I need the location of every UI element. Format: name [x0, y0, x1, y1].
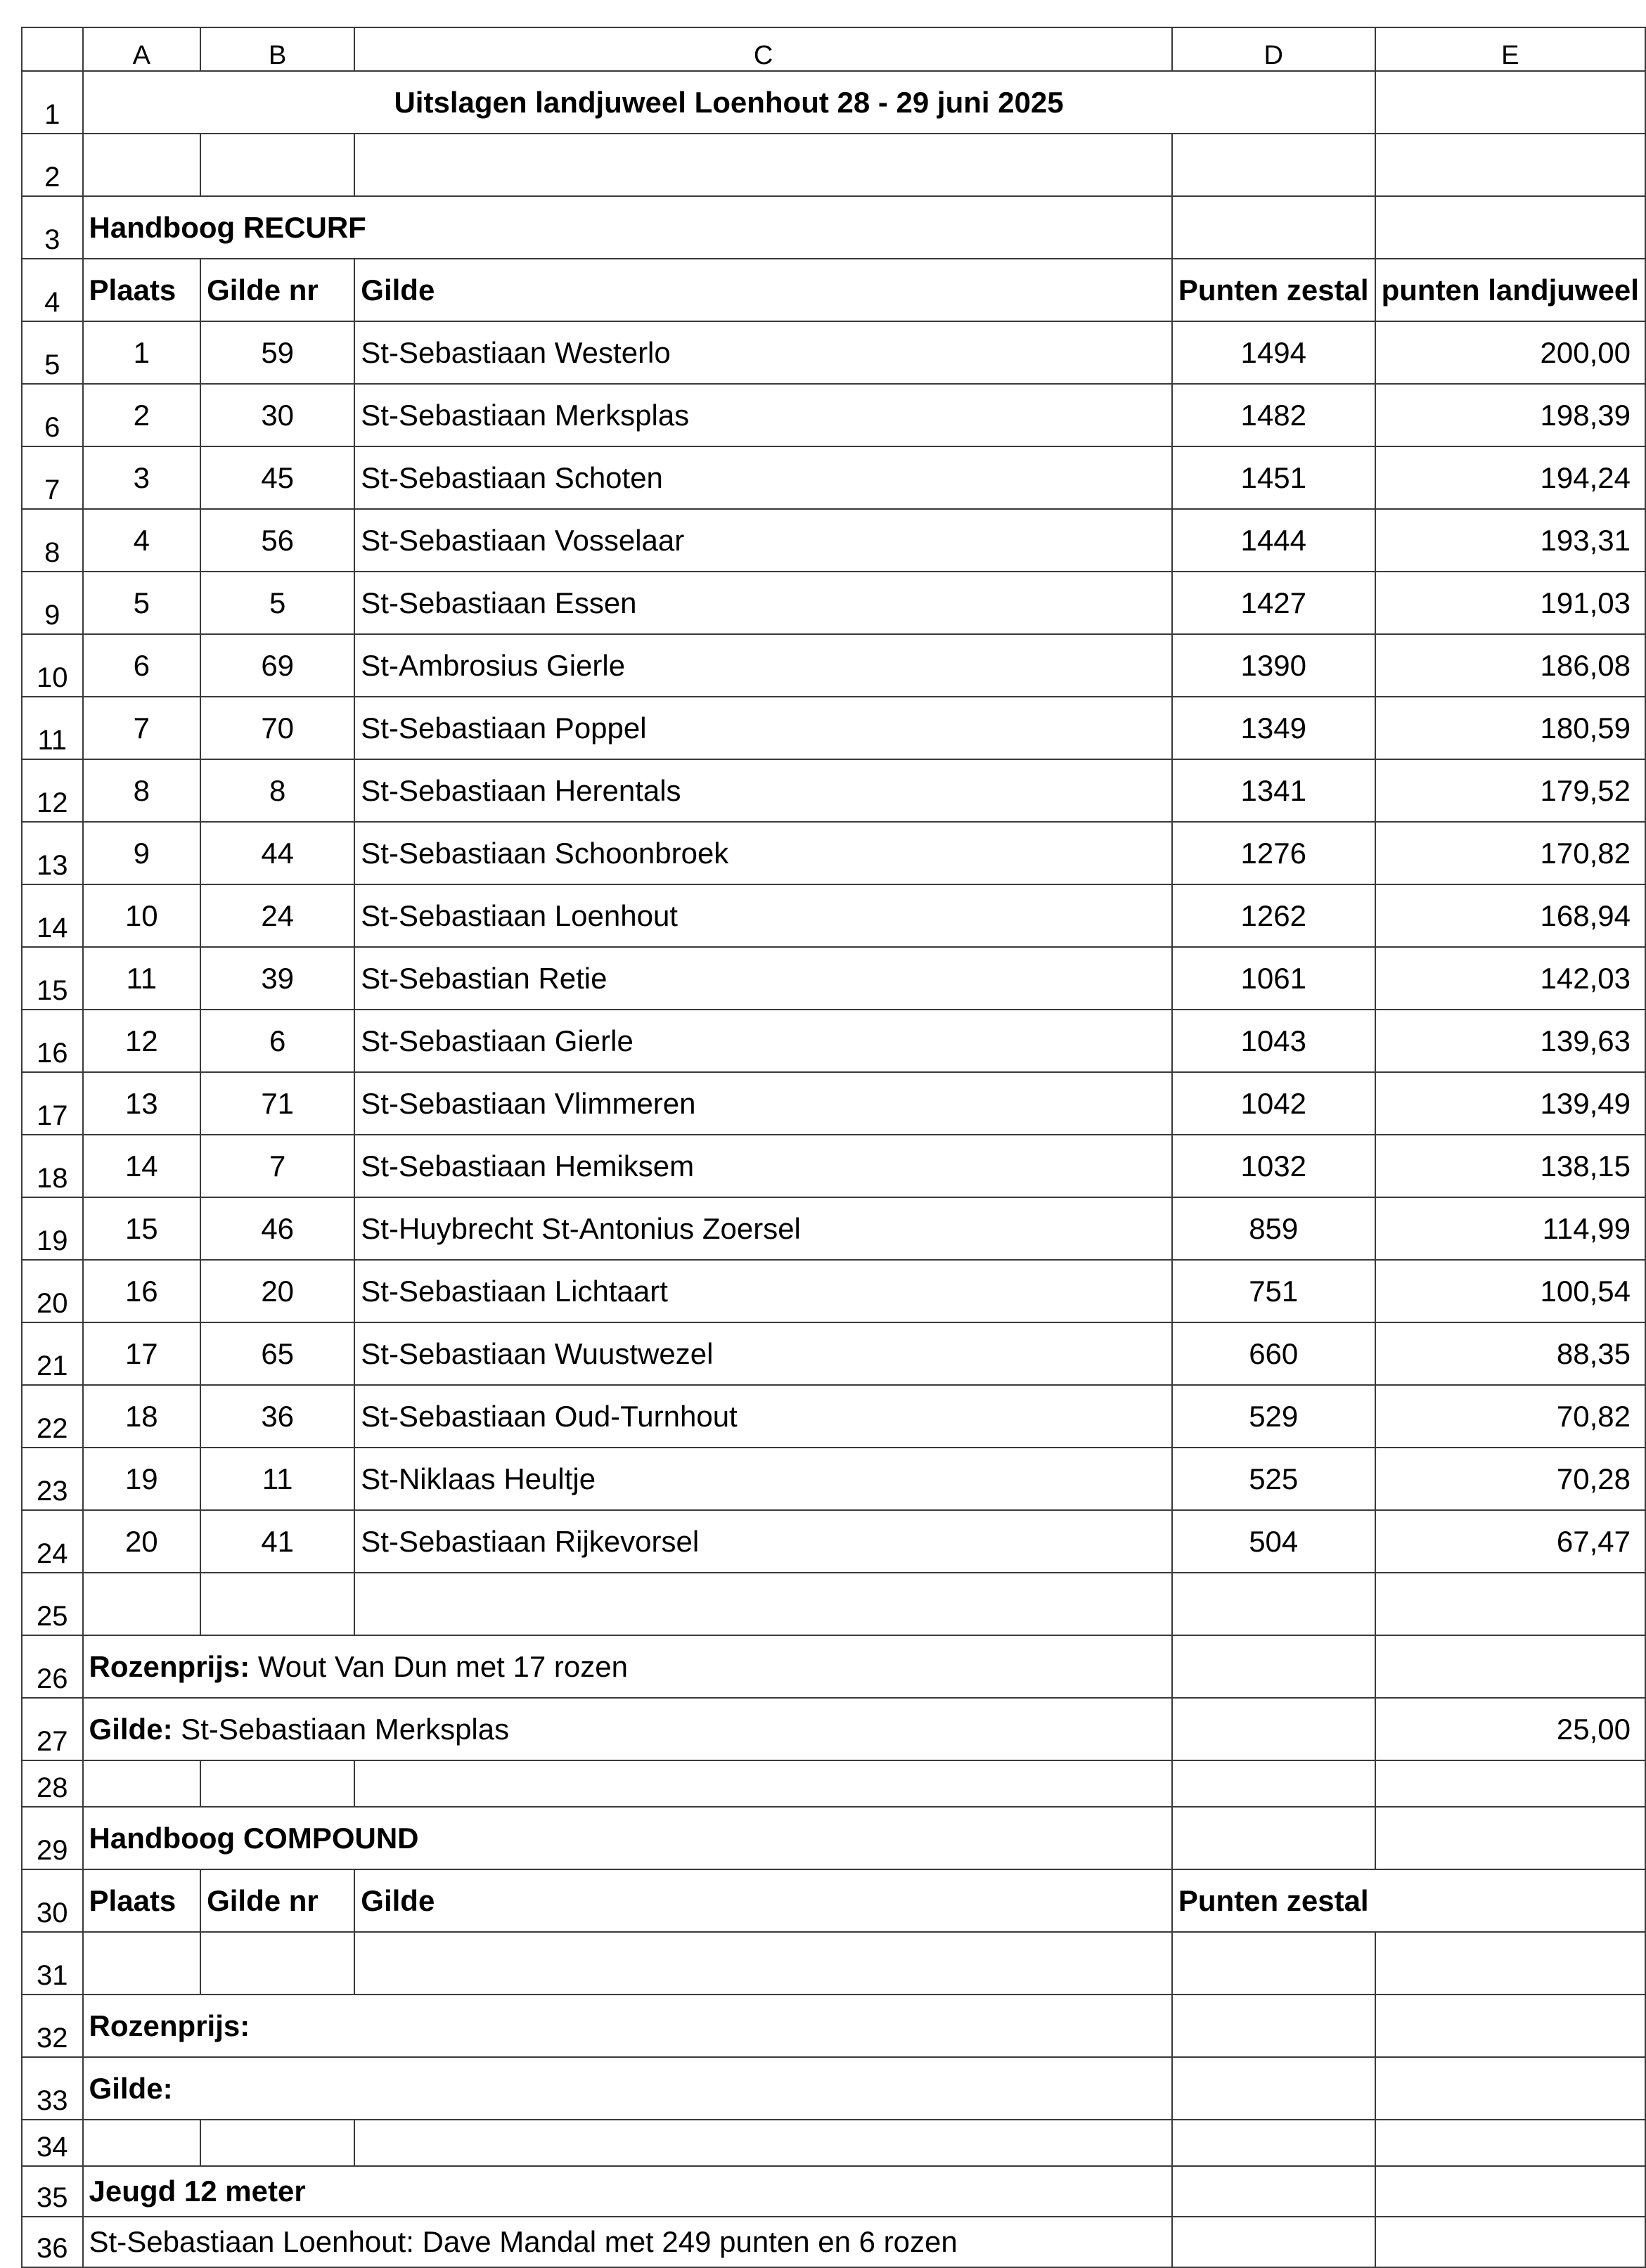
row-header-16[interactable]: 16 — [22, 1010, 83, 1072]
punten-zestal-cell[interactable]: 1349 — [1172, 697, 1375, 759]
punten-landjuweel-cell[interactable]: 67,47 — [1375, 1510, 1645, 1573]
gilde-name-cell[interactable]: St-Sebastiaan Westerlo — [354, 321, 1172, 384]
row-header-15[interactable]: 15 — [22, 947, 83, 1010]
cell-a28[interactable] — [83, 1760, 201, 1807]
sheet-row-4 — [22, 259, 1645, 321]
cell-d28[interactable] — [1172, 1760, 1375, 1807]
table-row — [22, 509, 1645, 572]
punten-landjuweel-cell[interactable]: 194,24 — [1375, 446, 1645, 509]
row-header-22[interactable]: 22 — [22, 1385, 83, 1448]
cell-d31[interactable] — [1172, 1932, 1375, 1995]
row-header-14[interactable]: 14 — [22, 884, 83, 947]
row-header-21[interactable]: 21 — [22, 1322, 83, 1385]
plaats-cell[interactable]: 8 — [83, 759, 201, 822]
cell-d35[interactable] — [1172, 2166, 1375, 2217]
gilde-name-cell[interactable]: St-Sebastiaan Vosselaar — [354, 509, 1172, 572]
row-header-23[interactable]: 23 — [22, 1448, 83, 1510]
row-header-25[interactable]: 25 — [22, 1573, 83, 1635]
punten-zestal-cell[interactable]: 1276 — [1172, 822, 1375, 884]
punten-landjuweel-cell[interactable]: 138,15 — [1375, 1135, 1645, 1197]
cell-e3[interactable] — [1375, 196, 1645, 259]
gilde-nr-cell[interactable]: 69 — [200, 634, 354, 697]
gilde-nr-cell[interactable]: 70 — [200, 697, 354, 759]
table-row — [22, 384, 1645, 446]
cell-d36[interactable] — [1172, 2217, 1375, 2267]
plaats-cell[interactable]: 13 — [83, 1072, 201, 1135]
table-row — [22, 1197, 1645, 1260]
plaats-cell[interactable]: 18 — [83, 1385, 201, 1448]
table-row — [22, 572, 1645, 634]
sheet-row-1 — [22, 71, 1645, 134]
punten-zestal-cell[interactable]: 1390 — [1172, 634, 1375, 697]
column-header-d[interactable]: D — [1172, 27, 1375, 71]
gilde-name-cell[interactable]: St-Sebastiaan Essen — [354, 572, 1172, 634]
cell-d33[interactable] — [1172, 2057, 1375, 2120]
cell-e1[interactable] — [1375, 71, 1645, 134]
row-header-35[interactable]: 35 — [22, 2166, 83, 2217]
plaats-cell[interactable]: 1 — [83, 321, 201, 384]
cell-b34[interactable] — [200, 2120, 354, 2166]
cell-e31[interactable] — [1375, 1932, 1645, 1995]
cell-e2[interactable] — [1375, 134, 1645, 196]
cell-a34[interactable] — [83, 2120, 201, 2166]
cell-b25[interactable] — [200, 1573, 354, 1635]
punten-landjuweel-cell[interactable]: 179,52 — [1375, 759, 1645, 822]
punten-zestal-cell[interactable]: 1444 — [1172, 509, 1375, 572]
plaats-cell[interactable]: 9 — [83, 822, 201, 884]
sheet-row-25 — [22, 1573, 1645, 1635]
cell-d32[interactable] — [1172, 1995, 1375, 2057]
gilde-nr-cell[interactable]: 6 — [200, 1010, 354, 1072]
cell-b28[interactable] — [200, 1760, 354, 1807]
row-header-7[interactable]: 7 — [22, 446, 83, 509]
cell-c2[interactable] — [354, 134, 1172, 196]
cell-e34[interactable] — [1375, 2120, 1645, 2166]
gilde-nr-cell[interactable]: 46 — [200, 1197, 354, 1260]
table-row — [22, 1072, 1645, 1135]
gilde-nr-cell[interactable]: 39 — [200, 947, 354, 1010]
gilde-nr-cell[interactable]: 65 — [200, 1322, 354, 1385]
row-header-1[interactable]: 1 — [22, 71, 83, 134]
cell-c25[interactable] — [354, 1573, 1172, 1635]
table-row — [22, 947, 1645, 1010]
sheet-row-32 — [22, 1995, 1645, 2057]
punten-landjuweel-cell[interactable]: 191,03 — [1375, 572, 1645, 634]
punten-zestal-cell[interactable]: 1494 — [1172, 321, 1375, 384]
header-gilde[interactable]: Gilde — [354, 259, 1172, 321]
gilde-nr-cell[interactable]: 24 — [200, 884, 354, 947]
gilde-label: Gilde: — [89, 1712, 173, 1746]
gilde-name-cell[interactable]: St-Sebastiaan Rijkevorsel — [354, 1510, 1172, 1573]
section-heading-compound[interactable]: Handboog COMPOUND — [83, 1807, 1172, 1869]
header-punten-zestal[interactable]: Punten zestal — [1172, 259, 1375, 321]
cell-a2[interactable] — [83, 134, 201, 196]
plaats-cell[interactable]: 19 — [83, 1448, 201, 1510]
punten-landjuweel-cell[interactable]: 70,28 — [1375, 1448, 1645, 1510]
cell-e36[interactable] — [1375, 2217, 1645, 2267]
gilde-name-cell[interactable]: St-Huybrecht St-Antonius Zoersel — [354, 1197, 1172, 1260]
plaats-cell[interactable]: 6 — [83, 634, 201, 697]
section-heading-youth[interactable]: Jeugd 12 meter — [83, 2166, 1172, 2217]
gilde-nr-cell[interactable]: 45 — [200, 446, 354, 509]
cell-d3[interactable] — [1172, 196, 1375, 259]
cell-e25[interactable] — [1375, 1573, 1645, 1635]
compound-header-gilde[interactable]: Gilde — [354, 1869, 1172, 1932]
gilde-name-cell[interactable]: St-Sebastiaan Oud-Turnhout — [354, 1385, 1172, 1448]
gilde-nr-cell[interactable]: 11 — [200, 1448, 354, 1510]
table-row — [22, 1135, 1645, 1197]
gilde-nr-cell[interactable]: 56 — [200, 509, 354, 572]
plaats-cell[interactable]: 15 — [83, 1197, 201, 1260]
table-row — [22, 1448, 1645, 1510]
gilde-nr-cell[interactable]: 30 — [200, 384, 354, 446]
sheet-row-35 — [22, 2166, 1645, 2217]
punten-landjuweel-cell[interactable]: 180,59 — [1375, 697, 1645, 759]
sheet-row-3 — [22, 196, 1645, 259]
plaats-cell[interactable]: 2 — [83, 384, 201, 446]
punten-zestal-cell[interactable]: 1451 — [1172, 446, 1375, 509]
row-header-19[interactable]: 19 — [22, 1197, 83, 1260]
row-header-30[interactable]: 30 — [22, 1869, 83, 1932]
gilde-name-cell[interactable]: St-Sebastiaan Hemiksem — [354, 1135, 1172, 1197]
plaats-cell[interactable]: 11 — [83, 947, 201, 1010]
rozenprijs-cell[interactable] — [83, 1635, 1172, 1698]
youth-result-cell[interactable]: St-Sebastiaan Loenhout: Dave Mandal met 249 punten en 6 rozen — [83, 2217, 1172, 2267]
gilde-name-cell[interactable]: St-Sebastiaan Gierle — [354, 1010, 1172, 1072]
row-header-20[interactable]: 20 — [22, 1260, 83, 1322]
punten-landjuweel-cell[interactable]: 193,31 — [1375, 509, 1645, 572]
punten-landjuweel-cell[interactable]: 186,08 — [1375, 634, 1645, 697]
sheet-row-27 — [22, 1698, 1645, 1760]
sheet-row-30 — [22, 1869, 1645, 1932]
punten-landjuweel-cell[interactable]: 70,82 — [1375, 1385, 1645, 1448]
punten-landjuweel-cell[interactable]: 142,03 — [1375, 947, 1645, 1010]
punten-landjuweel-cell[interactable]: 88,35 — [1375, 1322, 1645, 1385]
gilde-points-cell[interactable]: 25,00 — [1375, 1698, 1645, 1760]
punten-zestal-cell[interactable]: 504 — [1172, 1510, 1375, 1573]
punten-zestal-cell[interactable]: 525 — [1172, 1448, 1375, 1510]
punten-landjuweel-cell[interactable]: 139,49 — [1375, 1072, 1645, 1135]
compound-header-gilde-nr[interactable]: Gilde nr — [200, 1869, 354, 1932]
cell-e28[interactable] — [1375, 1760, 1645, 1807]
row-header-3[interactable]: 3 — [22, 196, 83, 259]
cell-d27[interactable] — [1172, 1698, 1375, 1760]
punten-landjuweel-cell[interactable]: 170,82 — [1375, 822, 1645, 884]
plaats-cell[interactable]: 4 — [83, 509, 201, 572]
sheet-row-28 — [22, 1760, 1645, 1807]
plaats-cell[interactable]: 7 — [83, 697, 201, 759]
gilde-nr-cell[interactable]: 71 — [200, 1072, 354, 1135]
cell-d29[interactable] — [1172, 1807, 1375, 1869]
table-row — [22, 1010, 1645, 1072]
table-row — [22, 1510, 1645, 1573]
gilde-nr-cell[interactable]: 8 — [200, 759, 354, 822]
gilde-name-cell[interactable]: St-Sebastiaan Merksplas — [354, 384, 1172, 446]
compound-header-punten-zestal[interactable]: Punten zestal — [1172, 1869, 1645, 1932]
row-header-33[interactable]: 33 — [22, 2057, 83, 2120]
row-header-27[interactable]: 27 — [22, 1698, 83, 1760]
plaats-cell[interactable]: 20 — [83, 1510, 201, 1573]
cell-e29[interactable] — [1375, 1807, 1645, 1869]
sheet-row-29 — [22, 1807, 1645, 1869]
gilde-name-cell[interactable]: St-Sebastiaan Loenhout — [354, 884, 1172, 947]
row-header-32[interactable]: 32 — [22, 1995, 83, 2057]
gilde-name-cell[interactable]: St-Sebastiaan Poppel — [354, 697, 1172, 759]
table-row — [22, 634, 1645, 697]
gilde-value: St-Sebastiaan Merksplas — [172, 1712, 510, 1746]
plaats-cell[interactable]: 3 — [83, 446, 201, 509]
row-header-18[interactable]: 18 — [22, 1135, 83, 1197]
header-gilde-nr[interactable]: Gilde nr — [200, 259, 354, 321]
punten-landjuweel-cell[interactable]: 114,99 — [1375, 1197, 1645, 1260]
sheet-title[interactable]: Uitslagen landjuweel Loenhout 28 - 29 juni 2025 — [83, 71, 1375, 134]
punten-landjuweel-cell[interactable]: 198,39 — [1375, 384, 1645, 446]
table-row — [22, 884, 1645, 947]
gilde-name-cell[interactable]: St-Sebastiaan Schoonbroek — [354, 822, 1172, 884]
row-header-9[interactable]: 9 — [22, 572, 83, 634]
cell-d2[interactable] — [1172, 134, 1375, 196]
row-header-12[interactable]: 12 — [22, 759, 83, 822]
table-row — [22, 446, 1645, 509]
gilde-nr-cell[interactable]: 59 — [200, 321, 354, 384]
row-header-26[interactable]: 26 — [22, 1635, 83, 1698]
table-row — [22, 697, 1645, 759]
gilde-nr-cell[interactable]: 44 — [200, 822, 354, 884]
gilde-name-cell[interactable]: St-Niklaas Heultje — [354, 1448, 1172, 1510]
plaats-cell[interactable]: 14 — [83, 1135, 201, 1197]
row-header-24[interactable]: 24 — [22, 1510, 83, 1573]
row-header-13[interactable]: 13 — [22, 822, 83, 884]
cell-b2[interactable] — [200, 134, 354, 196]
cell-d25[interactable] — [1172, 1573, 1375, 1635]
gilde-name-cell[interactable]: St-Sebastian Retie — [354, 947, 1172, 1010]
gilde-winner-cell[interactable] — [83, 1698, 1172, 1760]
compound-rozenprijs-cell[interactable]: Rozenprijs: — [83, 1995, 1172, 2057]
plaats-cell[interactable]: 10 — [83, 884, 201, 947]
rozenprijs-label: Rozenprijs: — [89, 1649, 250, 1683]
spreadsheet-grid — [21, 27, 1646, 2268]
row-header-10[interactable]: 10 — [22, 634, 83, 697]
plaats-cell[interactable]: 5 — [83, 572, 201, 634]
compound-header-plaats[interactable]: Plaats — [83, 1869, 201, 1932]
gilde-name-cell[interactable]: St-Ambrosius Gierle — [354, 634, 1172, 697]
punten-zestal-cell[interactable]: 1341 — [1172, 759, 1375, 822]
punten-zestal-cell[interactable]: 751 — [1172, 1260, 1375, 1322]
table-row — [22, 321, 1645, 384]
table-row — [22, 1322, 1645, 1385]
sheet-row-2 — [22, 134, 1645, 196]
punten-zestal-cell[interactable]: 529 — [1172, 1385, 1375, 1448]
gilde-name-cell[interactable]: St-Sebastiaan Vlimmeren — [354, 1072, 1172, 1135]
gilde-nr-cell[interactable]: 36 — [200, 1385, 354, 1448]
row-header-8[interactable]: 8 — [22, 509, 83, 572]
cell-c31[interactable] — [354, 1932, 1172, 1995]
cell-d34[interactable] — [1172, 2120, 1375, 2166]
punten-zestal-cell[interactable]: 660 — [1172, 1322, 1375, 1385]
corner-cell[interactable] — [22, 27, 83, 71]
section-heading-recurve[interactable]: Handboog RECURF — [83, 196, 1172, 259]
punten-zestal-cell[interactable]: 1061 — [1172, 947, 1375, 1010]
punten-landjuweel-cell[interactable]: 139,63 — [1375, 1010, 1645, 1072]
sheet-row-26 — [22, 1635, 1645, 1698]
table-row — [22, 1260, 1645, 1322]
punten-landjuweel-cell[interactable]: 168,94 — [1375, 884, 1645, 947]
plaats-cell[interactable]: 17 — [83, 1322, 201, 1385]
cell-e32[interactable] — [1375, 1995, 1645, 2057]
row-header-11[interactable]: 11 — [22, 697, 83, 759]
punten-zestal-cell[interactable]: 859 — [1172, 1197, 1375, 1260]
cell-a25[interactable] — [83, 1573, 201, 1635]
gilde-name-cell[interactable]: St-Sebastiaan Lichtaart — [354, 1260, 1172, 1322]
punten-landjuweel-cell[interactable]: 100,54 — [1375, 1260, 1645, 1322]
row-header-28[interactable]: 28 — [22, 1760, 83, 1807]
sheet-row-31 — [22, 1932, 1645, 1995]
plaats-cell[interactable]: 12 — [83, 1010, 201, 1072]
table-row — [22, 759, 1645, 822]
cell-d26[interactable] — [1172, 1635, 1375, 1698]
row-header-17[interactable]: 17 — [22, 1072, 83, 1135]
row-header-5[interactable]: 5 — [22, 321, 83, 384]
compound-gilde-cell[interactable]: Gilde: — [83, 2057, 1172, 2120]
sheet-row-34 — [22, 2120, 1645, 2166]
rozenprijs-value: Wout Van Dun met 17 rozen — [250, 1649, 628, 1683]
column-header-b[interactable]: B — [200, 27, 354, 71]
cell-e33[interactable] — [1375, 2057, 1645, 2120]
cell-c34[interactable] — [354, 2120, 1172, 2166]
sheet-row-36 — [22, 2217, 1645, 2267]
cell-a31[interactable] — [83, 1932, 201, 1995]
column-header-e[interactable]: E — [1375, 27, 1645, 71]
gilde-name-cell[interactable]: St-Sebastiaan Schoten — [354, 446, 1172, 509]
row-header-2[interactable]: 2 — [22, 134, 83, 196]
cell-b31[interactable] — [200, 1932, 354, 1995]
cell-e26[interactable] — [1375, 1635, 1645, 1698]
punten-zestal-cell[interactable]: 1043 — [1172, 1010, 1375, 1072]
punten-zestal-cell[interactable]: 1427 — [1172, 572, 1375, 634]
header-plaats[interactable]: Plaats — [83, 259, 201, 321]
punten-zestal-cell[interactable]: 1262 — [1172, 884, 1375, 947]
row-header-31[interactable]: 31 — [22, 1932, 83, 1995]
gilde-name-cell[interactable]: St-Sebastiaan Herentals — [354, 759, 1172, 822]
column-header-a[interactable]: A — [83, 27, 201, 71]
column-header-c[interactable]: C — [354, 27, 1172, 71]
column-header-row — [22, 27, 1645, 71]
table-row — [22, 822, 1645, 884]
row-header-36[interactable]: 36 — [22, 2217, 83, 2267]
row-header-4[interactable]: 4 — [22, 259, 83, 321]
cell-c28[interactable] — [354, 1760, 1172, 1807]
sheet-row-33 — [22, 2057, 1645, 2120]
row-header-6[interactable]: 6 — [22, 384, 83, 446]
gilde-nr-cell[interactable]: 5 — [200, 572, 354, 634]
gilde-name-cell[interactable]: St-Sebastiaan Wuustwezel — [354, 1322, 1172, 1385]
plaats-cell[interactable]: 16 — [83, 1260, 201, 1322]
table-row — [22, 1385, 1645, 1448]
row-header-34[interactable]: 34 — [22, 2120, 83, 2166]
punten-zestal-cell[interactable]: 1482 — [1172, 384, 1375, 446]
row-header-29[interactable]: 29 — [22, 1807, 83, 1869]
cell-e35[interactable] — [1375, 2166, 1645, 2217]
gilde-nr-cell[interactable]: 20 — [200, 1260, 354, 1322]
punten-zestal-cell[interactable]: 1042 — [1172, 1072, 1375, 1135]
punten-landjuweel-cell[interactable]: 200,00 — [1375, 321, 1645, 384]
gilde-nr-cell[interactable]: 41 — [200, 1510, 354, 1573]
punten-zestal-cell[interactable]: 1032 — [1172, 1135, 1375, 1197]
gilde-nr-cell[interactable]: 7 — [200, 1135, 354, 1197]
header-punten-landjuweel[interactable]: punten landjuweel — [1375, 259, 1645, 321]
